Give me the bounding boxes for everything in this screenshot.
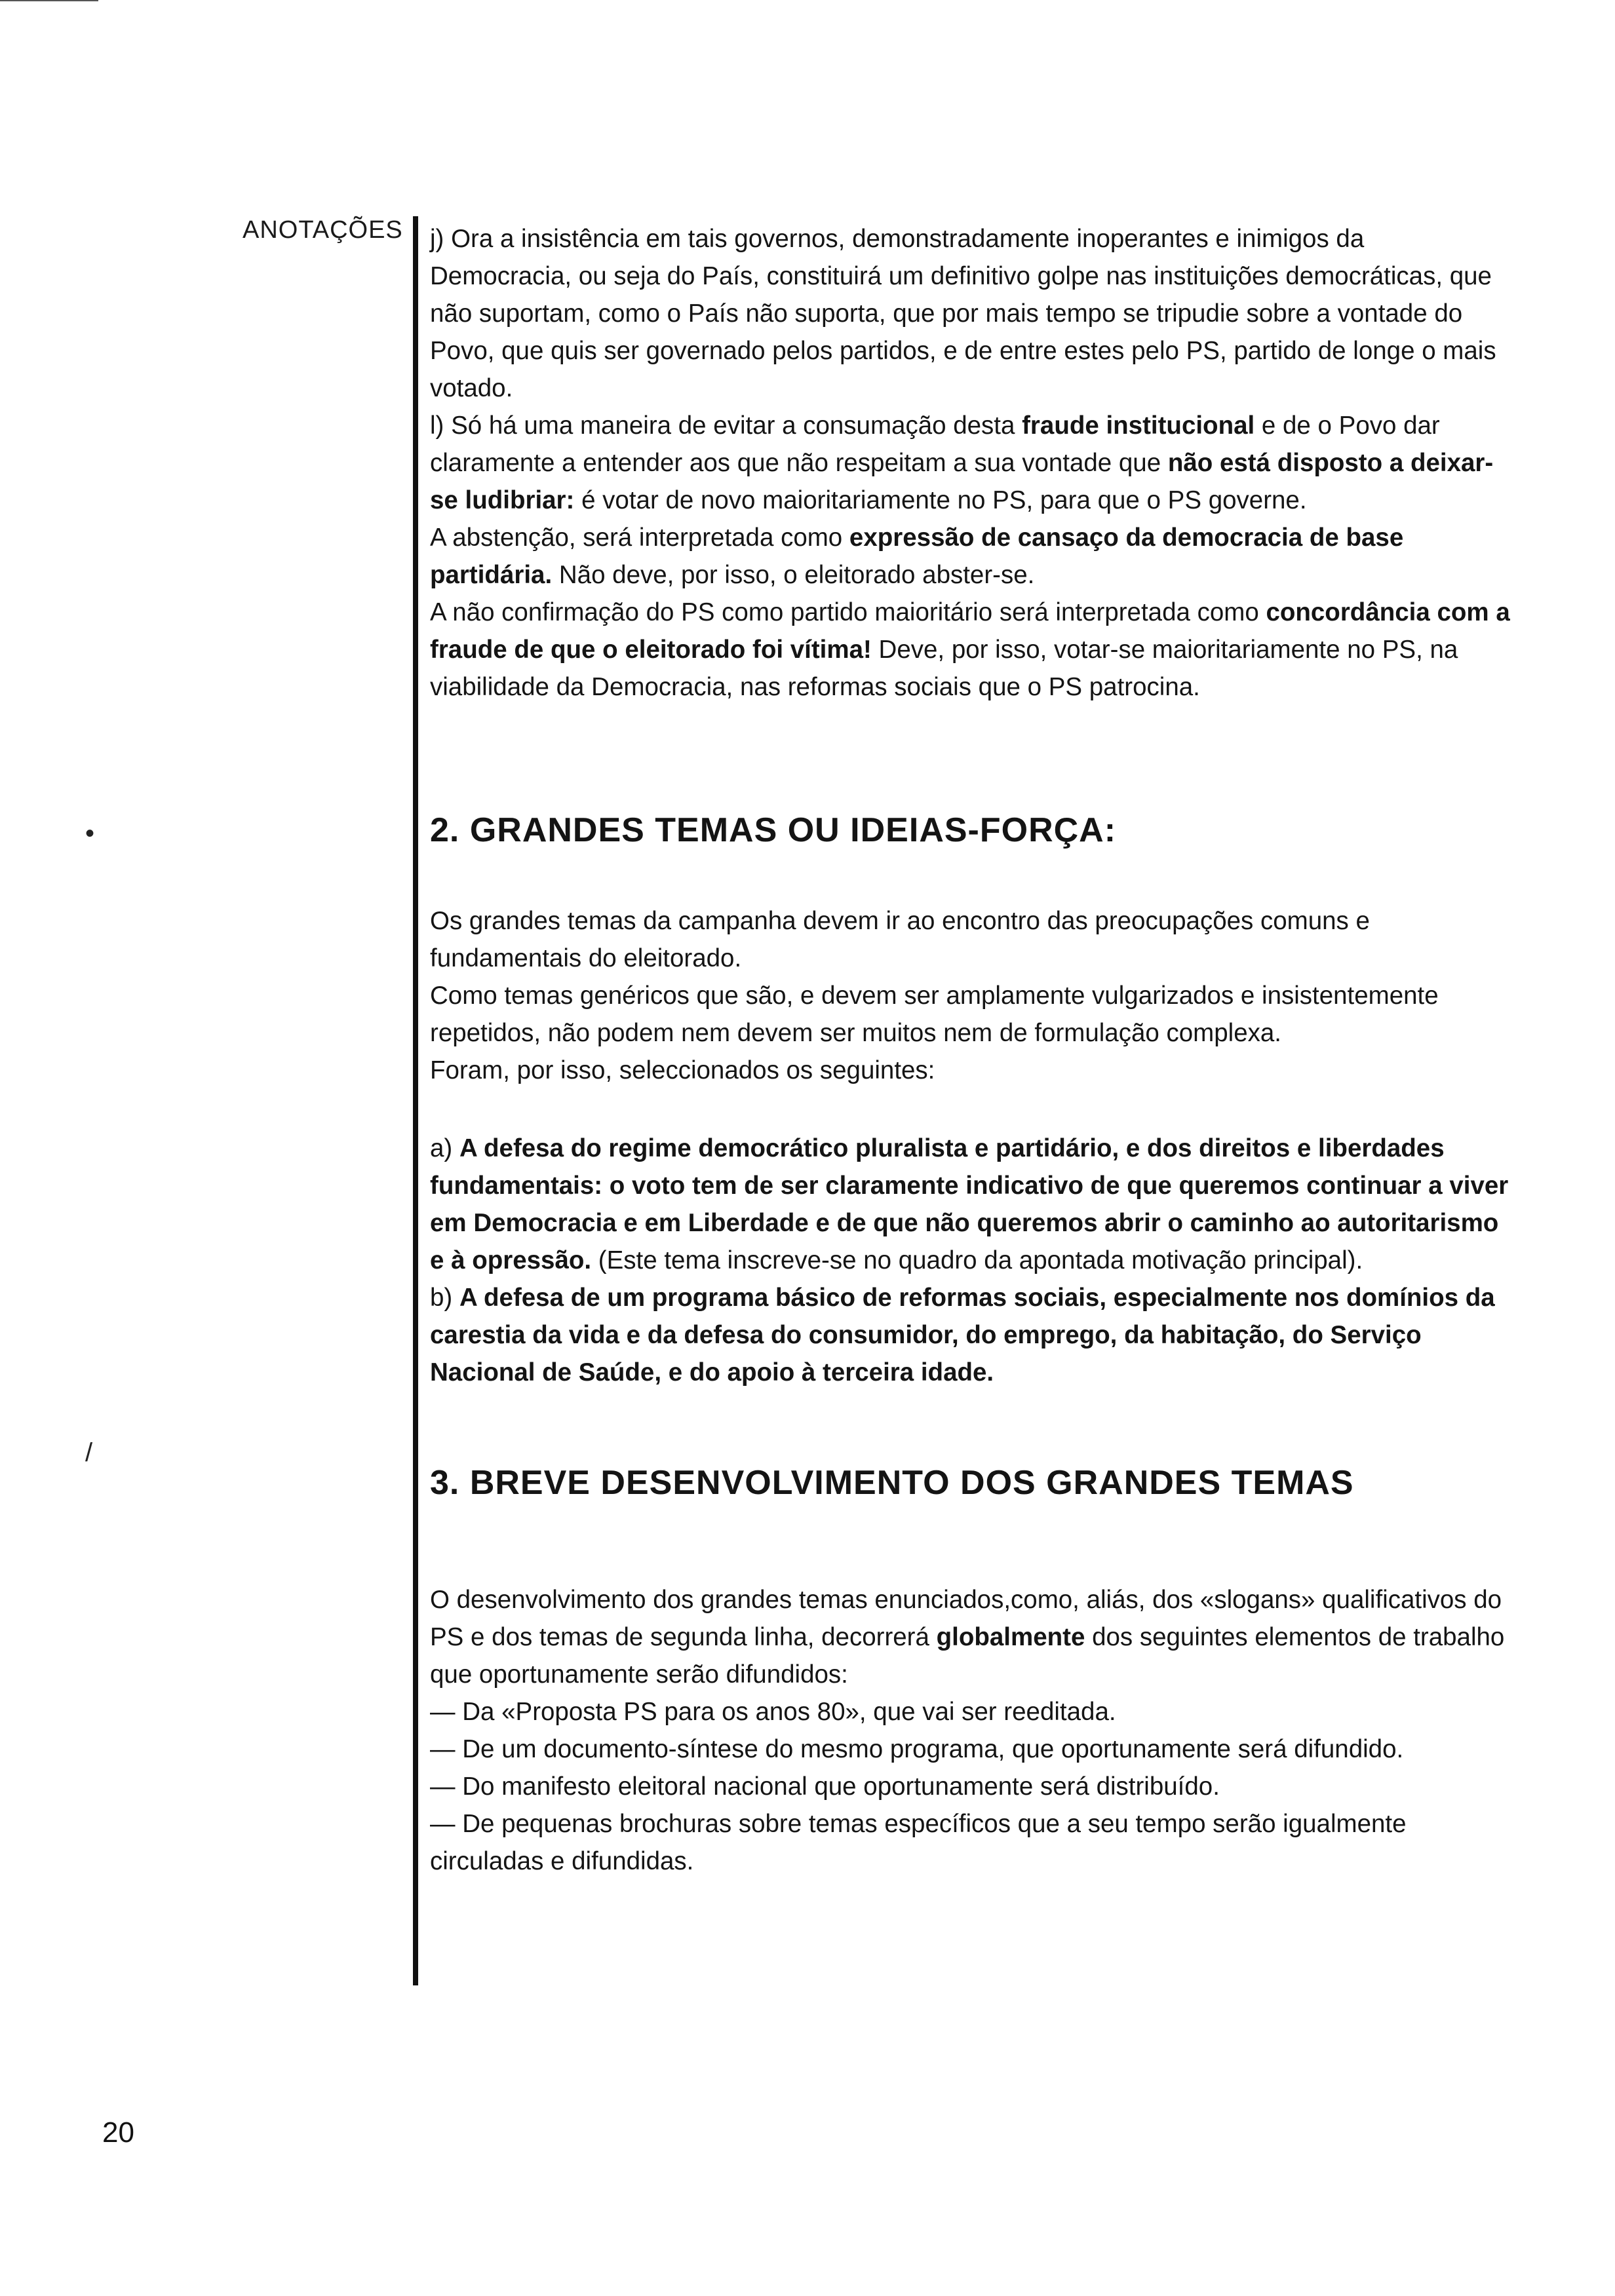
section-2-p3: Foram, por isso, seleccionados os seguintes: — [430, 1056, 935, 1084]
text-run: Não deve, por isso, o eleitorado abster-se. — [552, 561, 1035, 589]
section-3-p1 — [430, 1581, 1511, 1693]
paragraph-j: j) Ora a insistência em tais governos, demonstradamente inoperantes e inimigos da Democracia, ou seja do País, constituirá um definitivo golpe nas instituições democráticas, que não suportam, como o País não suporta, que por mais tempo se tripudie sobre a vontade do Povo, que quis ser governado pelos partidos, e de entre estes pelo PS, partido de longe o mais votado. — [430, 225, 1496, 402]
bold-run: fraude institucional — [1022, 411, 1255, 440]
list-marker: a) — [430, 1134, 459, 1162]
theme-b — [430, 1279, 1511, 1391]
document-body — [430, 220, 1511, 1880]
margin-rule — [413, 216, 418, 1985]
list-item: — De pequenas brochuras sobre temas específicos que a seu tempo serão igualmente circuladas e difundidas. — [430, 1810, 1407, 1875]
page-number: 20 — [102, 2116, 134, 2149]
text-run: Deve, por isso, votar-se maioritariamente no PS, na viabilidade da Democracia, nas reformas sociais que o PS patrocina. — [430, 636, 1458, 701]
section-3-heading: 3. BREVE DESENVOLVIMENTO DOS GRANDES TEMAS — [430, 1464, 1354, 1502]
stray-mark: / — [85, 1438, 93, 1467]
section-3-body — [430, 1581, 1511, 1880]
text-run: e de o Povo dar claramente a entender aos que não respeitam a sua vontade que — [430, 411, 1440, 477]
list-marker: b) — [430, 1284, 459, 1312]
margin-label: ANOTAÇÕES — [243, 216, 403, 244]
paragraph-l-1 — [430, 407, 1511, 519]
scan-edge-line — [0, 0, 98, 1]
text-run: dos seguintes elementos de trabalho que oportunamente serão difundidos: — [430, 1623, 1505, 1689]
section-2-heading: 2. GRANDES TEMAS OU IDEIAS-FORÇA: — [430, 811, 1117, 849]
text-run: l) Só há uma maneira de evitar a consumação desta — [430, 411, 1022, 440]
paragraph-l — [430, 407, 1511, 706]
section-2-p1: Os grandes temas da campanha devem ir ao encontro das preocupações comuns e fundamentais do eleitorado. — [430, 907, 1370, 972]
bold-run: expressão de cansaço da democracia de base partidária. — [430, 524, 1404, 589]
theme-a — [430, 1130, 1511, 1279]
bold-run: globalmente — [936, 1623, 1085, 1651]
bold-run: A defesa do regime democrático pluralista e partidário, e dos direitos e liberdades fundamentais: o voto tem de ser claramente indicativo de que queremos continuar a viver em Democracia e em Liberdade e de que não queremos abrir o caminho ao autoritarismo e à opressão. — [430, 1134, 1509, 1274]
bold-run: concordância com a fraude de que o eleitorado foi vítima! — [430, 598, 1510, 664]
section-2-intro — [430, 902, 1511, 1089]
bold-run: não está disposto a deixar-se ludibriar: — [430, 449, 1494, 514]
list-item: — Da «Proposta PS para os anos 80», que vai ser reeditada. — [430, 1698, 1116, 1726]
text-run: O desenvolvimento dos grandes temas enunciados,como, aliás, dos «slogans» qualificativos do PS e dos temas de segunda linha, decorrerá — [430, 1586, 1502, 1651]
stray-mark: • — [85, 819, 95, 848]
text-run: A abstenção, será interpretada como — [430, 524, 849, 552]
bold-run: A defesa de um programa básico de reformas sociais, especialmente nos domínios da carestia da vida e da defesa do consumidor, do emprego, da habitação, do Serviço Nacional de Saúde, e do apoio à terceira idade. — [430, 1284, 1495, 1387]
text-run: A não confirmação do PS como partido maioritário será interpretada como — [430, 598, 1266, 626]
text-run: (Este tema inscreve-se no quadro da apontada motivação principal). — [591, 1246, 1363, 1274]
section-2-p2: Como temas genéricos que são, e devem ser amplamente vulgarizados e insistentemente repetidos, não podem nem devem ser muitos nem de formulação complexa. — [430, 982, 1439, 1047]
paragraph-l-3 — [430, 594, 1511, 706]
list-item: — De um documento-síntese do mesmo programa, que oportunamente será difundido. — [430, 1735, 1404, 1763]
list-item: — Do manifesto eleitoral nacional que oportunamente será distribuído. — [430, 1772, 1220, 1801]
paragraph-l-2 — [430, 519, 1511, 594]
text-run: é votar de novo maioritariamente no PS, para que o PS governe. — [574, 486, 1307, 514]
